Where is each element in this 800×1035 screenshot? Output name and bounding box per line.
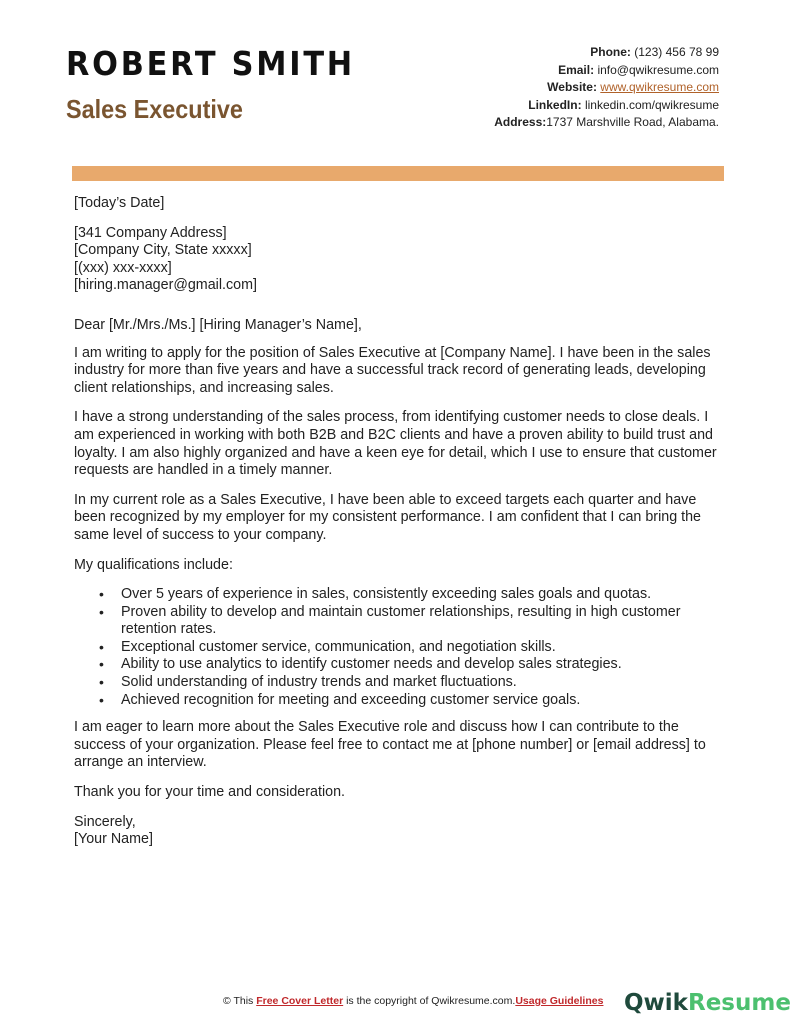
copyright-footer <box>223 995 603 1007</box>
phone-value: (123) 456 78 99 <box>634 45 719 59</box>
linkedin-label: LinkedIn: <box>528 97 582 112</box>
company-address: [341 Company Address] <box>74 224 227 241</box>
phone-label: Phone: <box>590 45 631 59</box>
website-link[interactable]: www.qwikresume.com <box>600 80 719 94</box>
paragraph-current-role: In my current role as a Sales Executive, I have been able to exceed targets each quarter and have been recognized by my employer for my consistent performance. I am confident that I can bring the same level of success to your company. <box>74 491 701 543</box>
footer-middle: is the copyright of Qwikresume.com. <box>343 995 516 1007</box>
list-item: • Solid understanding of industry trends and market fluctuations. <box>74 674 726 692</box>
closing-line: Sincerely, <box>74 813 136 830</box>
job-title: Sales Executive <box>66 94 243 124</box>
paragraph-closing: I am eager to learn more about the Sales Executive role and discuss how I can contribute to the success of your organization. Please feel free to contact me at [phone number] or [email address] to arrange an interview. <box>74 719 706 771</box>
usage-guidelines-link[interactable]: Usage Guidelines <box>515 995 604 1007</box>
recipient-address <box>74 225 726 295</box>
qualifications-intro: My qualifications include: <box>74 556 233 573</box>
paragraph-skills: I have a strong understanding of the sales process, from identifying customer needs to close deals. I am experienced in working with both B2B and B2C clients and have a proven ability to build trust and loyalty. I am also highly organized and have a keen eye for detail, which I use to ensure that customer requests are handled in a timely manner. <box>74 409 717 479</box>
company-email: [hiring.manager@gmail.com] <box>74 277 257 294</box>
qualifications-list <box>74 586 726 709</box>
logo-part-resume: Resume <box>687 990 791 1016</box>
list-item: • Exceptional customer service, communication, and negotiation skills. <box>74 639 726 657</box>
list-item: • Proven ability to develop and maintain customer relationships, resulting in high customer retention rates. <box>74 604 726 639</box>
free-cover-letter-link[interactable]: Free Cover Letter <box>256 995 344 1007</box>
contact-address <box>494 114 719 132</box>
company-phone: [(xxx) xxx-xxxx] <box>74 259 172 276</box>
contact-linkedin <box>494 97 719 115</box>
applicant-name: ROBERT SMITH <box>66 44 355 83</box>
linkedin-value: linkedin.com/qwikresume <box>584 97 719 112</box>
logo-part-qwik: Qwik <box>624 990 688 1016</box>
list-item: • Ability to use analytics to identify customer needs and develop sales strategies. <box>74 656 726 674</box>
list-item: • Achieved recognition for meeting and exceeding customer service goals. <box>74 692 726 710</box>
letter-date: [Today’s Date] <box>74 195 165 211</box>
thank-you-line: Thank you for your time and consideration. <box>74 784 345 801</box>
website-label: Website: <box>547 80 597 94</box>
address-value: 1737 Marshville Road, Alabama. <box>546 115 719 129</box>
letter-body <box>74 195 726 849</box>
contact-website <box>494 79 719 97</box>
qwikresume-logo <box>624 990 791 1016</box>
salutation: Dear [Mr./Mrs./Ms.] [Hiring Manager’s Name], <box>74 316 362 333</box>
signature: [Your Name] <box>74 831 153 848</box>
accent-divider <box>72 166 724 181</box>
footer-prefix: © This <box>223 995 257 1007</box>
contact-phone <box>494 44 719 62</box>
address-label: Address: <box>494 115 547 129</box>
paragraph-intro: I am writing to apply for the position of Sales Executive at [Company Name]. I have been in the sales industry for more than five years and have a successful track record of generating leads, developing client relationships, and increasing sales. <box>74 344 711 396</box>
email-label: Email: <box>558 62 595 77</box>
contact-email <box>494 62 719 80</box>
email-value: info@qwikresume.com <box>597 62 719 77</box>
contact-block <box>494 44 719 132</box>
company-city: [Company City, State xxxxx] <box>74 242 252 259</box>
list-item: • Over 5 years of experience in sales, consistently exceeding sales goals and quotas. <box>74 586 726 604</box>
